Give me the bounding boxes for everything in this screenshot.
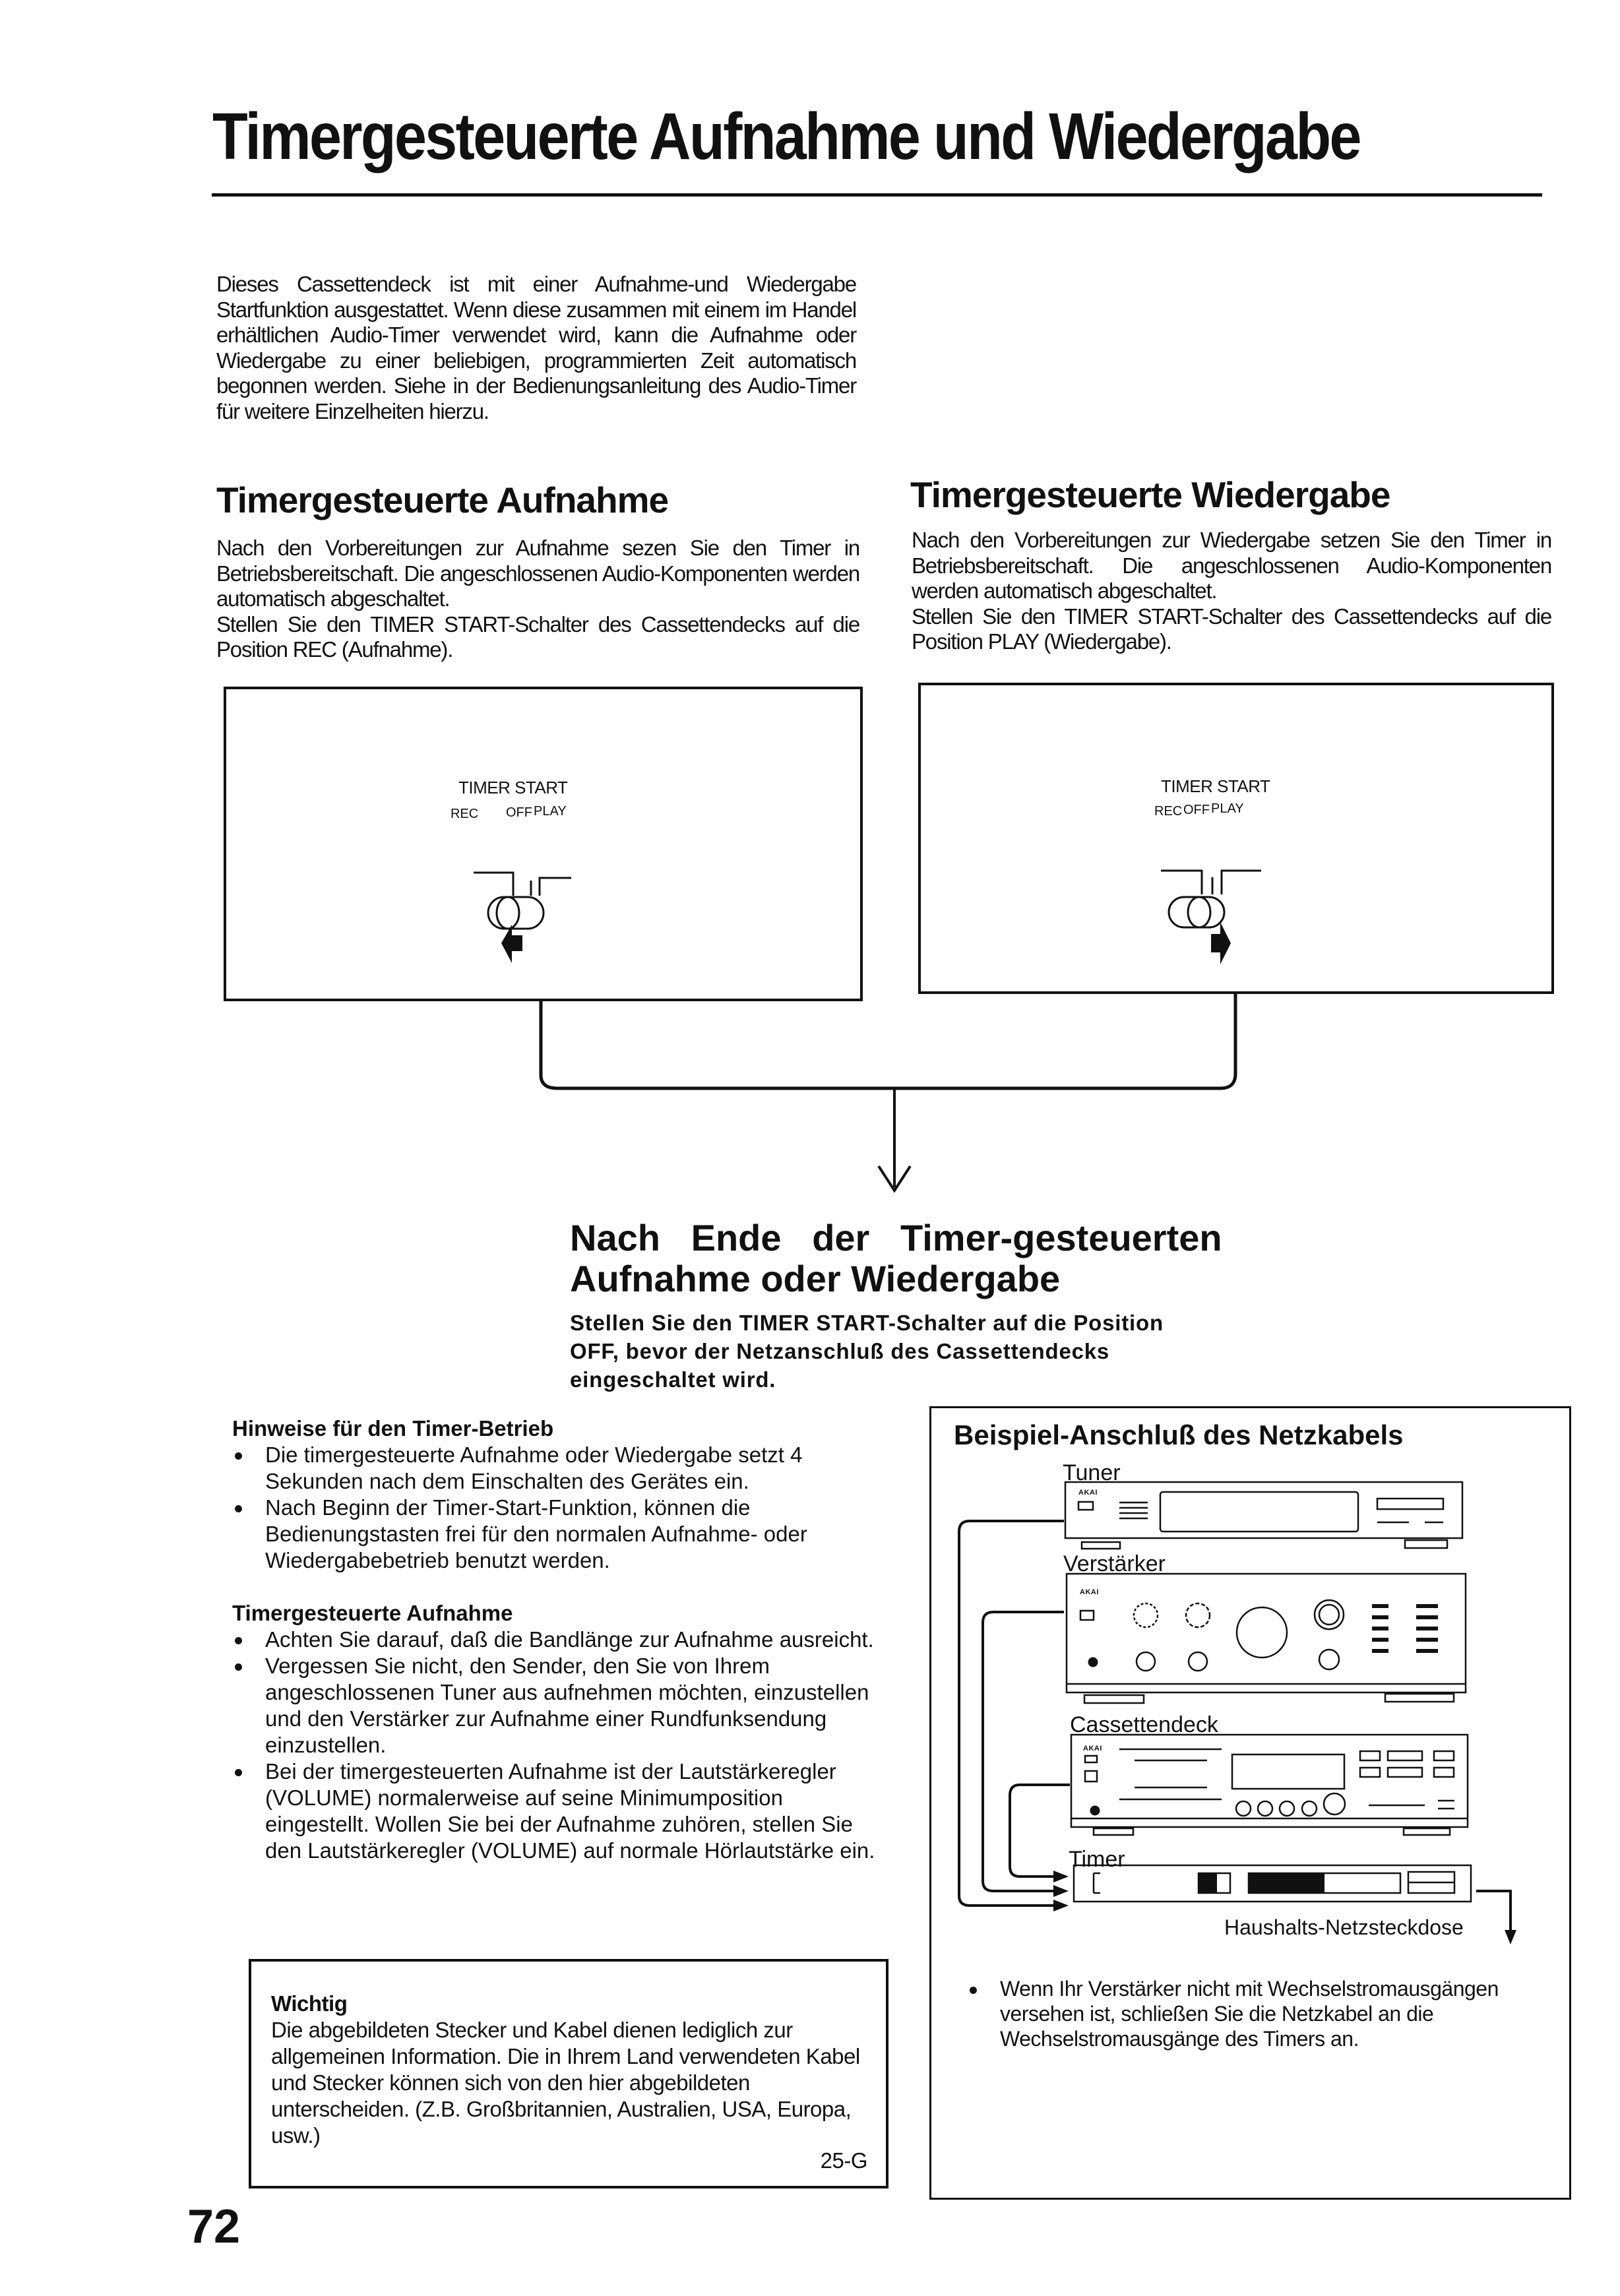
flow-arrow-icon	[879, 1088, 910, 1191]
flow-bracket	[541, 994, 1235, 1088]
play-label: PLAY	[1211, 801, 1244, 816]
after-heading	[570, 1218, 1222, 1299]
rec-switch-figure	[224, 687, 863, 1001]
cassette-deck-label: Cassettendeck	[1070, 1712, 1218, 1737]
off-label: OFF	[506, 805, 532, 820]
list-item: Achten Sie darauf, daß die Bandlänge zur Aufnahme ausreicht.	[232, 1627, 875, 1653]
playback-text	[912, 528, 1551, 655]
page-number: 72	[187, 2200, 241, 2253]
recording-text-1: Nach den Vorbereitungen zur Aufnahme sezen Sie den Timer in Betriebsbereitschaft. Die angeschlossenen Audio-Komponenten werden automatisch abgeschaltet.	[216, 536, 859, 611]
playback-text-2: Stellen Sie den TIMER START-Schalter des Cassettendecks auf die Position PLAY (Wiedergabe).	[912, 604, 1551, 654]
play-label: PLAY	[534, 804, 567, 819]
timer-start-label: TIMER START	[1161, 776, 1270, 796]
tuner-label: Tuner	[1063, 1460, 1121, 1485]
notes-heading-1: Hinweise für den Timer-Betrieb	[232, 1416, 554, 1441]
important-heading: Wichtig	[271, 1991, 348, 2016]
list-item: Vergessen Sie nicht, den Sender, den Sie von Ihrem angeschlossenen Tuner aus aufnehmen möchten, einzustellen und den Verstärker zur Aufnahme einer Rundfunksendung einzustellen.	[232, 1653, 875, 1758]
list-item: Wenn Ihr Verstärker nicht mit Wechselstromausgängen versehen ist, schließen Sie die Netzkabel an die Wechselstromausgänge des Timers an.	[967, 1976, 1561, 2051]
list-item: Nach Beginn der Timer-Start-Funktion, können die Bedienungstasten frei für den normalen Aufnahme- oder Wiedergabebetrieb benutzt werden.	[232, 1495, 875, 1574]
important-code: 25-G	[820, 2148, 867, 2173]
after-text: Stellen Sie den TIMER START-Schalter auf die Position OFF, bevor der Netzanschluß des Cassettendecks eingeschaltet wird.	[570, 1311, 1164, 1392]
notes-heading-2: Timergesteuerte Aufnahme	[232, 1601, 513, 1625]
notes-list-1	[232, 1442, 875, 1574]
rec-label: REC	[1154, 804, 1183, 819]
amplifier-brand-logo: AKAI	[1080, 1588, 1099, 1596]
off-label: OFF	[1183, 803, 1210, 817]
list-item: Bei der timergesteuerten Aufnahme ist der Lautstärkeregler (VOLUME) normalerweise auf seine Minimumposition eingestellt. Wollen Sie bei der Aufnahme zuhören, stellen Sie den Lautstärkeregler (VOLUME) auf normale Hörlautstärke ein.	[232, 1758, 875, 1864]
important-text: Die abgebildeten Stecker und Kabel dienen lediglich zur allgemeinen Information. Die in Ihrem Land verwendeten Kabel und Stecker können sich von den hier abgebildeten unterscheiden. (Z.B. Großbritannien, Australien, USA, Europa, usw.)	[271, 2018, 860, 2148]
outlet-label: Haushalts-Netzsteckdose	[1224, 1915, 1464, 1939]
timer-notes	[232, 1415, 875, 1864]
connection-note	[967, 1976, 1561, 2051]
play-switch-figure	[918, 683, 1554, 994]
after-heading-line2: Aufnahme oder Wiedergabe	[570, 1258, 1061, 1299]
recording-heading: Timergesteuerte Aufnahme	[216, 480, 669, 520]
timer-label: Timer	[1069, 1847, 1125, 1872]
recording-text	[216, 536, 859, 663]
tuner-brand-logo: AKAI	[1078, 1489, 1098, 1497]
title-rule	[212, 193, 1542, 197]
amplifier-label: Verstärker	[1063, 1551, 1166, 1576]
page-title: Timergesteuerte Aufnahme und Wiedergabe	[212, 100, 1360, 173]
intro-paragraph: Dieses Cassettendeck ist mit einer Aufnahme-und Wiedergabe Startfunktion ausgestattet. Wenn diese zusammen mit einem im Handel erhältlichen Audio-Timer verwendet wird, kann die Aufnahme oder Wiedergabe zu einer beliebigen, programmierten Zeit automatisch begonnen werden. Siehe in der Bedienungsanleitung des Audio-Timer für weitere Einzelheiten hierzu.	[216, 272, 856, 423]
after-heading-line1: Nach Ende der Timer-gesteuerten	[570, 1217, 1222, 1258]
notes-list-2	[232, 1627, 875, 1864]
recording-text-2: Stellen Sie den TIMER START-Schalter des Cassettendecks auf die Position REC (Aufnahme).	[216, 611, 859, 662]
list-item: Die timergesteuerte Aufnahme oder Wiedergabe setzt 4 Sekunden nach dem Einschalten des Gerätes ein.	[232, 1442, 875, 1495]
connection-heading: Beispiel-Anschluß des Netzkabels	[954, 1419, 1404, 1450]
playback-text-1: Nach den Vorbereitungen zur Wiedergabe setzen Sie den Timer in Betriebsbereitschaft. Die angeschlossenen Audio-Komponenten werden automatisch abgeschaltet.	[912, 528, 1551, 603]
deck-brand-logo: AKAI	[1083, 1745, 1102, 1753]
rec-label: REC	[451, 807, 479, 821]
power-connection-box	[929, 1406, 1571, 2200]
timer-start-label: TIMER START	[458, 778, 568, 797]
playback-heading: Timergesteuerte Wiedergabe	[910, 474, 1390, 515]
important-box	[249, 1959, 888, 2188]
